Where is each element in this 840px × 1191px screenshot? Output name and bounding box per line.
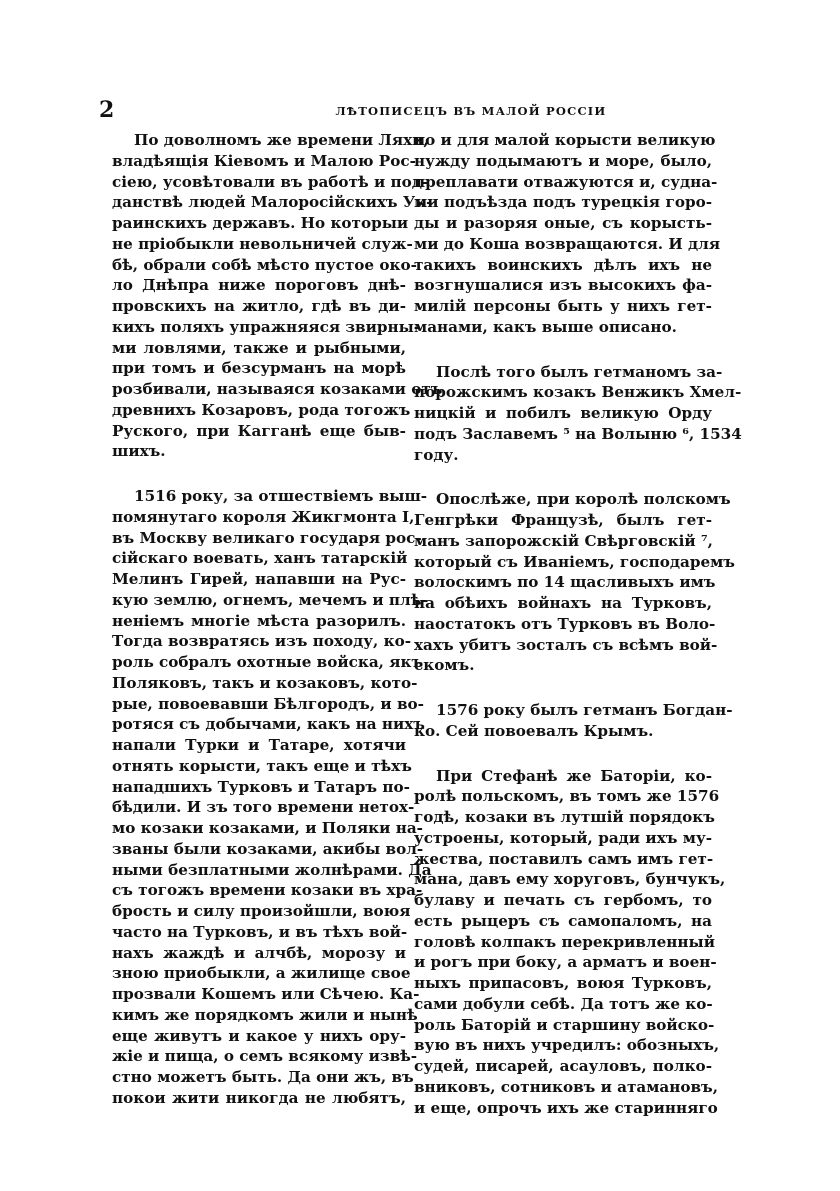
text-line: вниковъ, сотниковъ и атамановъ, bbox=[414, 1077, 718, 1096]
paragraph bbox=[112, 486, 432, 1109]
text-line: при томъ и безсурманъ на морѣ bbox=[112, 359, 406, 378]
text-line: сійскаго воевать, ханъ татарскій bbox=[112, 549, 408, 568]
text-line: съ тогожъ времени козаки въ хра- bbox=[112, 881, 423, 900]
text-line: кую землю, огнемъ, мечемъ и плѣ- bbox=[112, 590, 428, 609]
text-line: Тогда возвратясь изъ походу, ко- bbox=[112, 632, 411, 651]
text-line: булаву и печать съ гербомъ, то bbox=[414, 891, 712, 909]
text-line: помянутаго короля Жикгмонта I, bbox=[112, 507, 415, 526]
text-line: ды и разоряя оные, съ корысть- bbox=[414, 214, 712, 232]
text-line: судей, писарей, асауловъ, полко- bbox=[414, 1057, 712, 1075]
text-line: Генгрѣки Французѣ, былъ гет- bbox=[414, 511, 712, 529]
text-line: провскихъ на житло, гдѣ въ ди- bbox=[112, 297, 406, 315]
text-line: званы были козаками, акибы вол- bbox=[112, 839, 424, 858]
text-line: розбивали, называяся козаками отъ bbox=[112, 380, 443, 398]
text-line: мо козаки козаками, и Поляки на- bbox=[112, 819, 423, 837]
text-line: неніемъ многіе мѣста разорилъ. bbox=[112, 611, 406, 630]
text-line: отнять корысти, такъ еще и тѣхъ bbox=[112, 756, 412, 775]
text-line: не пріобыкли невольничей служ- bbox=[112, 234, 413, 253]
text-line: ми подъѣзда подъ турецкія горо- bbox=[414, 193, 712, 212]
text-line: напали Турки и Татаре, хотячи bbox=[112, 736, 406, 754]
text-line: Поляковъ, такъ и козаковъ, кото- bbox=[112, 673, 418, 692]
text-line: мана, давъ ему хоруговъ, бунчукъ, bbox=[414, 870, 726, 889]
text-line: ко. Сей повоевалъ Крымъ. bbox=[414, 721, 654, 740]
text-line: ролѣ польскомъ, въ томъ же 1576 bbox=[414, 787, 720, 806]
text-line: сами добули себѣ. Да тотъ же ко- bbox=[414, 994, 713, 1013]
text-line: сіею, усовѣтовали въ работѣ и под- bbox=[112, 172, 429, 191]
text-line: годѣ, козаки въ лутшій порядокъ bbox=[414, 808, 715, 826]
text-line: ротяся съ добычами, какъ на нихъ bbox=[112, 715, 425, 734]
text-line: часто на Турковъ, и въ тѣхъ вой- bbox=[112, 922, 408, 941]
text-line: и рогъ при боку, а арматъ и воен- bbox=[414, 953, 717, 972]
text-line: ными безплатными жолнѣрами. Да bbox=[112, 860, 432, 879]
text-line: преплавати отважуются и, судна- bbox=[414, 172, 718, 191]
text-line: милій персоны быть у нихъ гет- bbox=[414, 297, 712, 315]
text-line: нужду подымаютъ и море, было, bbox=[414, 151, 712, 170]
text-line: древнихъ Козаровъ, рода тогожъ bbox=[112, 400, 411, 419]
text-line: владѣящія Кіевомъ и Малою Рос- bbox=[112, 151, 416, 170]
text-line: возгнушалися изъ высокихъ фа- bbox=[414, 276, 712, 295]
text-line: 1576 року былъ гетманъ Богдан- bbox=[436, 701, 733, 719]
text-line: прозвали Кошемъ или Сѣчею. Ка- bbox=[112, 985, 420, 1003]
text-line: жества, поставилъ самъ имъ гет- bbox=[414, 849, 714, 868]
paragraph bbox=[414, 489, 735, 676]
text-line: По доволномъ же времени Ляхи, bbox=[134, 131, 429, 149]
text-line: ныхъ припасовъ, воюя Турковъ, bbox=[414, 974, 712, 992]
text-line: волоскимъ по 14 щасливыхъ имъ bbox=[414, 573, 716, 592]
text-line: При Стефанѣ же Баторіи, ко- bbox=[436, 766, 712, 785]
page-number: 2 bbox=[99, 97, 115, 123]
text-line: такихъ воинскихъ дѣлъ ихъ не bbox=[414, 255, 712, 274]
text-line: Мелинъ Гирей, напавши на Рус- bbox=[112, 570, 406, 588]
text-line: нахъ жаждѣ и алчбѣ, морозу и bbox=[112, 943, 406, 962]
text-line: въ Москву великаго государя рос- bbox=[112, 528, 422, 547]
text-line: манъ запорожскій Свѣрговскій ⁷, bbox=[414, 531, 713, 550]
text-line: нападшихъ Турковъ и Татаръ по- bbox=[112, 777, 410, 796]
text-line: кимъ же порядкомъ жили и нынѣ bbox=[112, 1005, 418, 1024]
running-title: ЛѢТОПИСЕЦЪ ВЪ МАЛОЙ РОССІИ bbox=[335, 104, 607, 118]
text-line: подъ Заславемъ ⁵ на Волыню ⁶, 1534 bbox=[414, 424, 742, 443]
text-line: шихъ. bbox=[112, 442, 166, 461]
text-line: Послѣ того былъ гетманомъ за- bbox=[436, 362, 723, 381]
text-line: кихъ поляхъ упражняяся звирны- bbox=[112, 317, 421, 336]
text-line: наостатокъ отъ Турковъ въ Воло- bbox=[414, 614, 716, 633]
text-line: есть рыцеръ съ самопаломъ, на bbox=[414, 911, 712, 930]
text-line: ло Днѣпра ниже пороговъ днѣ- bbox=[112, 276, 406, 295]
text-line: брость и силу произойшли, воюя bbox=[112, 902, 411, 920]
text-line: вую въ нихъ учредилъ: обозныхъ, bbox=[414, 1036, 720, 1055]
text-line: роль Баторій и старшину войско- bbox=[414, 1015, 715, 1034]
text-line: скомъ. bbox=[414, 656, 475, 675]
text-line: головѣ колпакъ перекривленный bbox=[414, 932, 716, 951]
text-line: порожскимъ козакъ Венжикъ Хмел- bbox=[414, 383, 742, 402]
text-line: раинскихъ державъ. Но которыи bbox=[112, 214, 409, 232]
right-column bbox=[414, 130, 742, 1118]
text-line: хахъ убитъ зосталъ съ всѣмъ вой- bbox=[414, 635, 718, 654]
paragraph bbox=[414, 700, 733, 742]
text-line: данствѣ людей Малоросійскихъ Ук- bbox=[112, 193, 433, 212]
text-line: бѣ, обрали собѣ мѣсто пустое око- bbox=[112, 255, 417, 274]
text-line: еще живутъ и какое у нихъ ору- bbox=[112, 1026, 406, 1045]
paragraph bbox=[414, 362, 742, 466]
text-line: Руского, при Кагганѣ еще быв- bbox=[112, 421, 406, 440]
text-line: роль собралъ охотные войска, якъ bbox=[112, 653, 424, 671]
text-line: но и для малой корысти великую bbox=[414, 131, 716, 149]
paragraph bbox=[414, 766, 726, 1119]
text-line: ми до Коша возвращаются. И для bbox=[414, 234, 721, 253]
text-line: на обѣихъ войнахъ на Турковъ, bbox=[414, 594, 712, 612]
text-line: зною приобыкли, а жилище свое bbox=[112, 964, 411, 983]
text-line: который съ Иваніемъ, господаремъ bbox=[414, 552, 735, 571]
text-line: бѣдили. И зъ того времени нетох- bbox=[112, 798, 415, 817]
paragraph bbox=[414, 130, 721, 338]
text-line: покои жити никогда не любятъ, bbox=[112, 1088, 406, 1107]
text-line: стно можетъ быть. Да они жъ, въ bbox=[112, 1068, 414, 1086]
text-line: ницкій и побилъ великую Орду bbox=[414, 404, 712, 422]
text-line: году. bbox=[414, 445, 459, 464]
text-line: манами, какъ выше описано. bbox=[414, 317, 677, 336]
text-line: Опослѣже, при королѣ полскомъ bbox=[436, 490, 731, 509]
text-line: ми ловлями, также и рыбными, bbox=[112, 338, 406, 357]
text-line: рые, повоевавши Бѣлгородъ, и во- bbox=[112, 694, 424, 713]
text-line: и еще, опрочъ ихъ же старинняго bbox=[414, 1098, 718, 1117]
text-line: жіе и пища, о семъ всякому извѣ- bbox=[112, 1047, 418, 1066]
text-line: 1516 року, за отшествіемъ выш- bbox=[134, 487, 428, 505]
text-line: устроены, который, ради ихъ му- bbox=[414, 828, 712, 847]
